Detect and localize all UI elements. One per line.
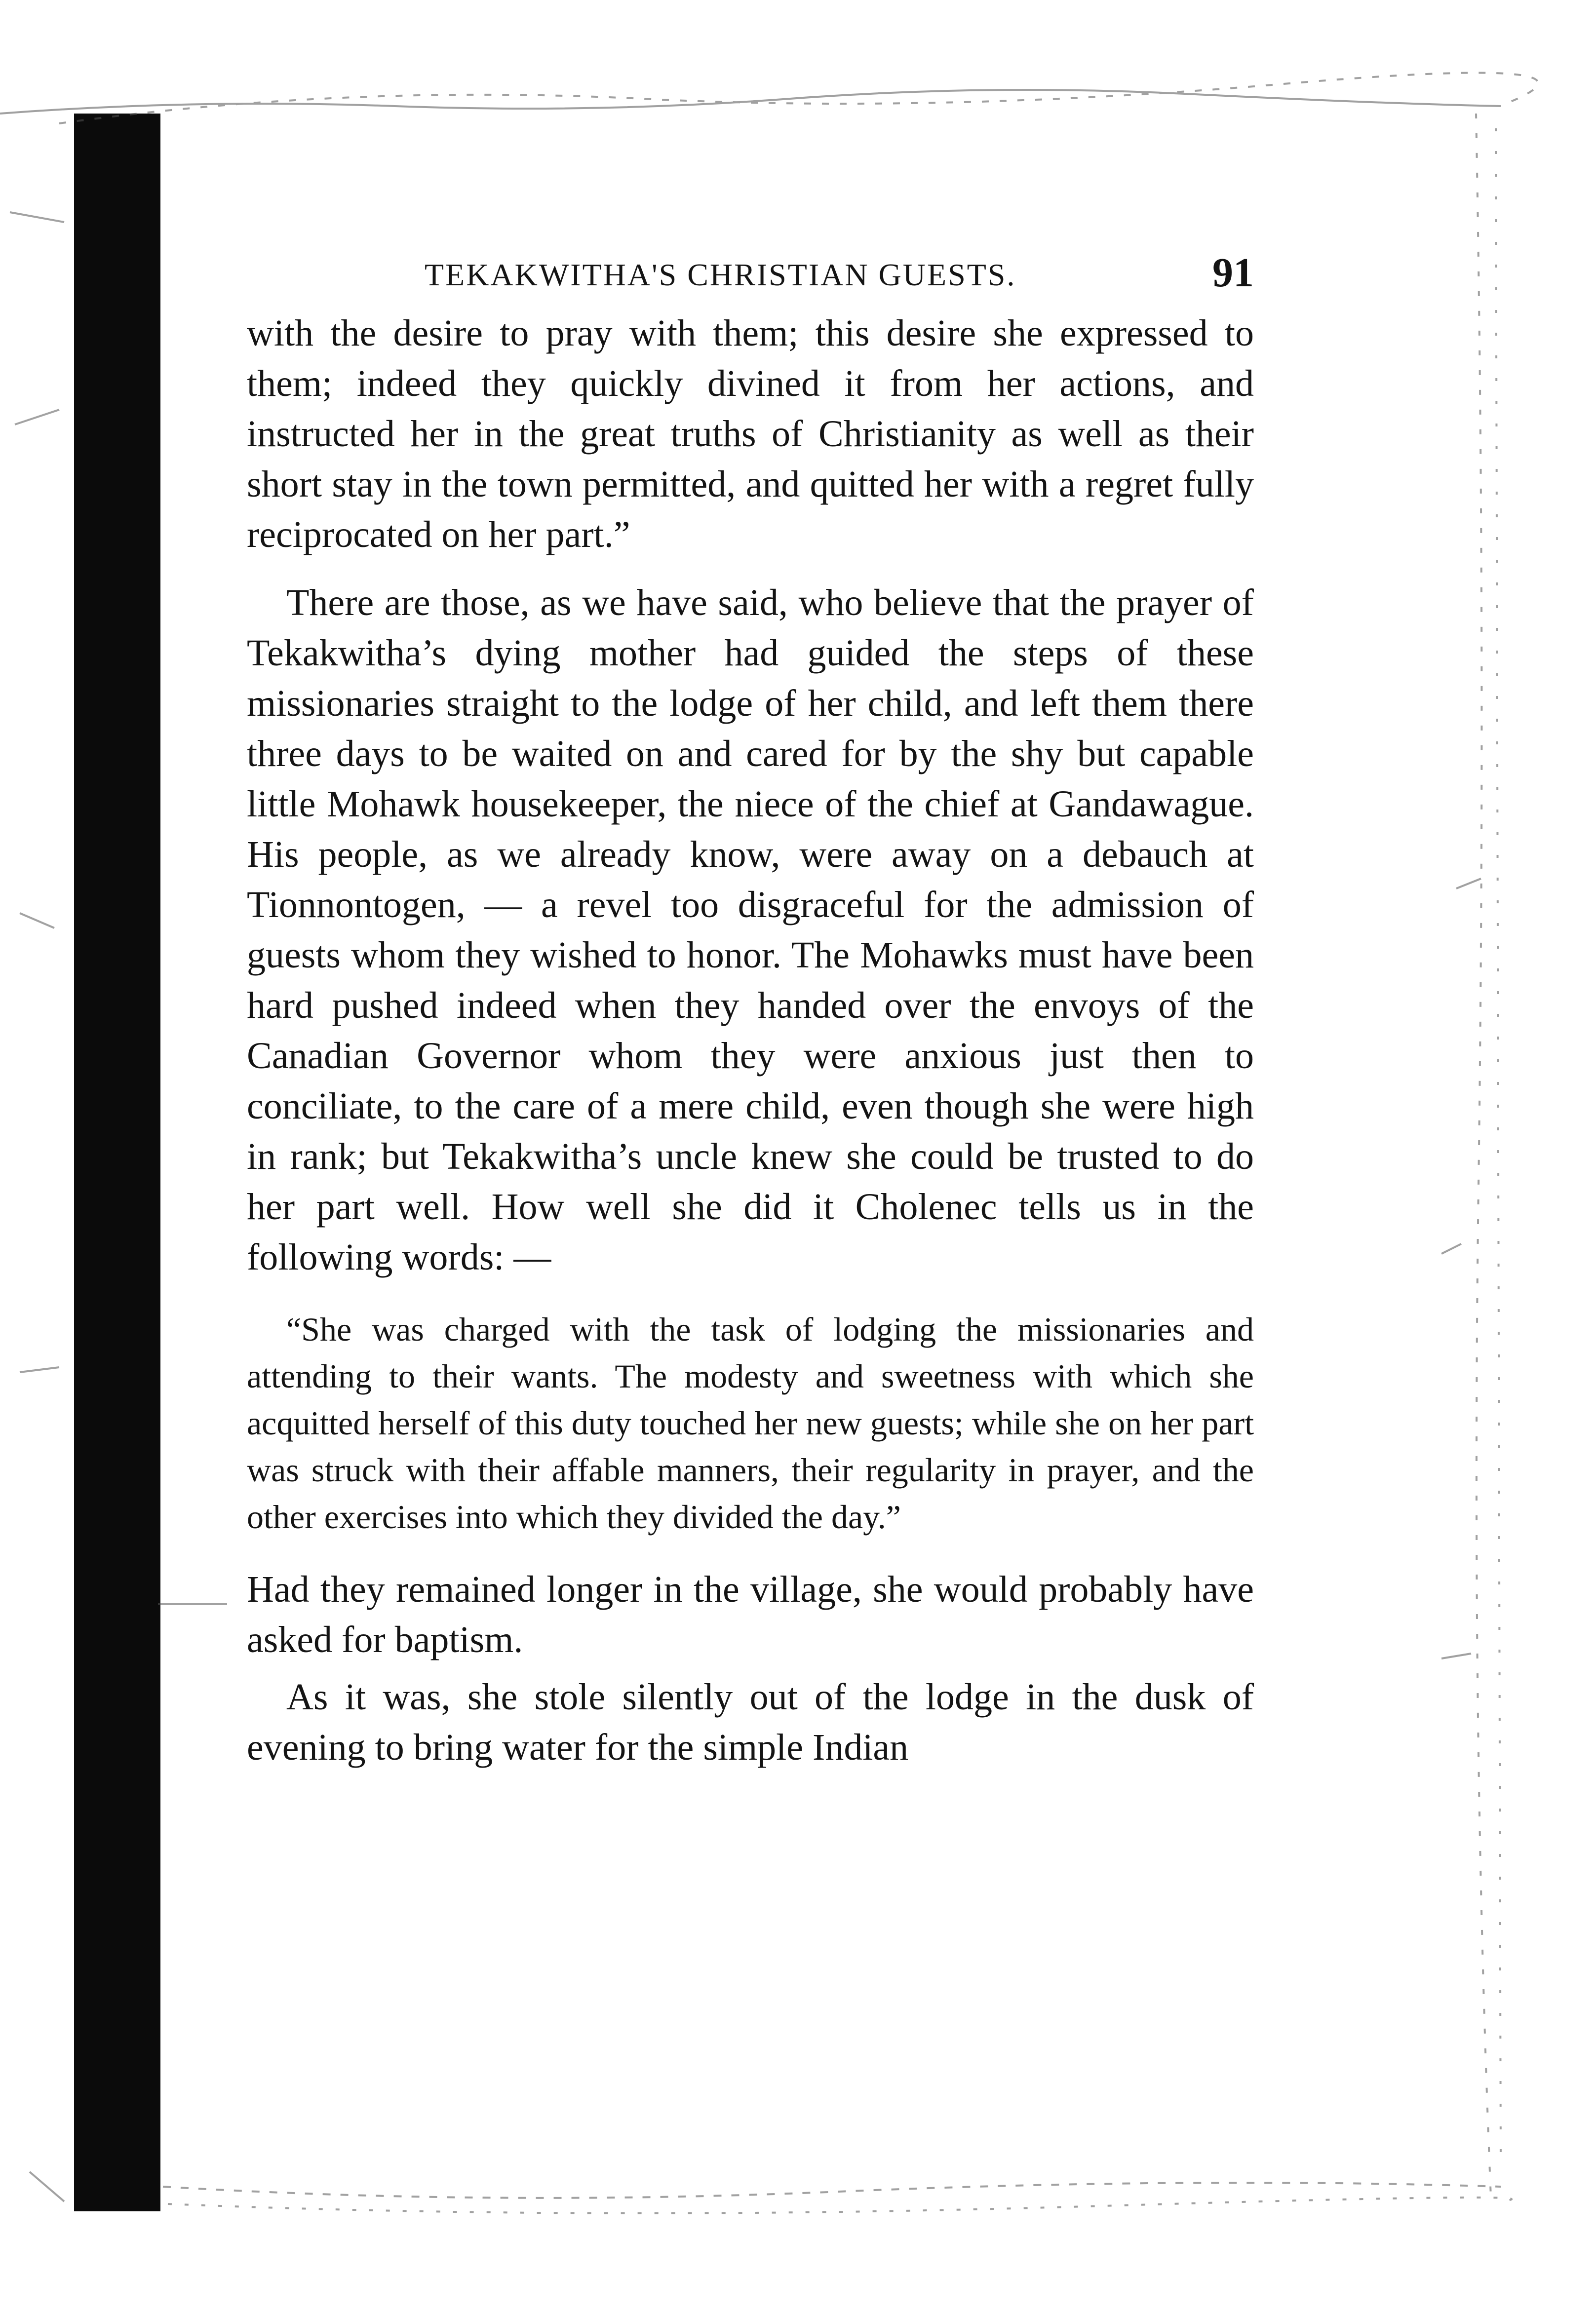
block-quote-cholenec: “She was charged with the task of lodging the missionaries and attending to their wants. The modesty and sweetness with which she acquitted herself of this duty touched her new guests; while she on her part was struck with their affable manners, their regularity in prayer, and the other exercises into which they divided the day.” <box>247 1311 1254 1536</box>
paragraph-missionaries: There are those, as we have said, who believe that the prayer of Tekakwitha’s dying mother had guided the steps of these missionaries straight to the lodge of her child, and left them there three days to be waited on and cared for by the shy but capable little Mohawk housekeeper, the niece of the chief at Gandawague. His people, as we already know, were away on a debauch at Tionnontogen, — a revel too disgraceful for the admission of guests whom they wished to honor. The Mohawks must have been hard pushed indeed when they handed over the envoys of the Canadian Governor whom they were anxious just then to conciliate, to the care of a mere child, even though she were high in rank; but Tekakwitha’s uncle knew she could be trusted to do her part well. How well she did it Cholenec tells us in the following words: — <box>247 582 1254 1278</box>
running-title: TEKAKWITHA'S CHRISTIAN GUESTS. <box>425 257 1016 292</box>
paragraph-continuation: with the desire to pray with them; this desire she expressed to them; indeed they quickly divined it from her actions, and instructed her in the great truths of Christianity as well as their short stay in the town permitted, and quitted her with a regret fully reciprocated on her part.” <box>247 312 1254 555</box>
page-number: 91 <box>1212 250 1254 296</box>
paragraph-baptism: Had they remained longer in the village, she would probably have asked for baptism. <box>247 1569 1254 1660</box>
paragraph-evening: As it was, she stole silently out of the lodge in the dusk of evening to bring water for the simple Indian <box>247 1676 1254 1768</box>
book-page <box>247 242 1254 1773</box>
running-head <box>247 242 1254 301</box>
